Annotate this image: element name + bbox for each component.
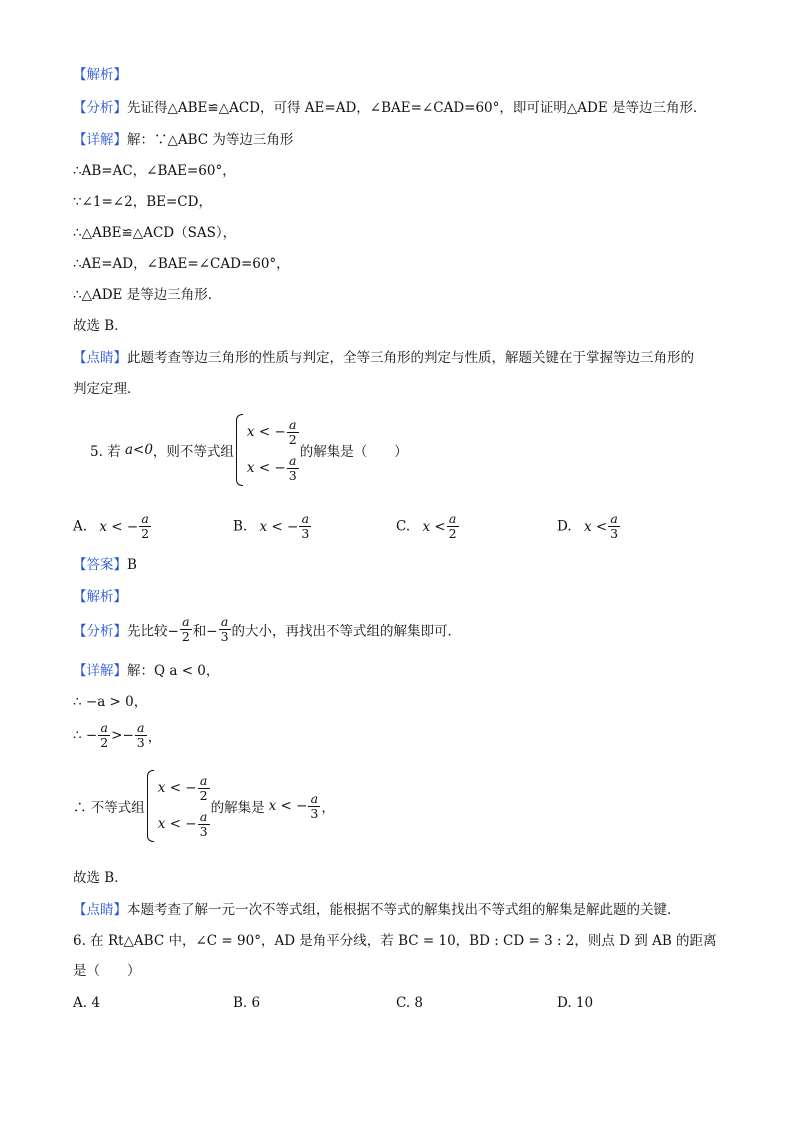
- system-brace: [147, 770, 154, 842]
- proof-step: ∴△ABE≌△ACD（SAS），: [73, 225, 237, 241]
- analysis-line: [73, 99, 706, 117]
- fenxi-text: 先证得△ABE≌△ACD，可得 AE=AD，∠BAE=∠CAD=60°，即可证明△ADE 是等边三角形．: [127, 100, 707, 116]
- proof-step: ∴△ADE 是等边三角形．: [73, 287, 222, 303]
- dianjing-tag: 【点睛】: [73, 902, 127, 918]
- question-6-stem: 6. 在 Rt△ABC 中，∠C = 90°，AD 是角平分线，若 BC = 10，BD : CD = 3 : 2，则点 D 到 AB 的距离: [73, 933, 717, 949]
- q6-option-d[interactable]: D. 10: [557, 995, 594, 1011]
- q5-comment-line: [73, 901, 681, 919]
- analysis-heading: 【解析】: [73, 67, 127, 83]
- fenxi-tag: 【分析】: [73, 100, 127, 116]
- q5-analysis-line: 【分析】先比较− $\frac{a}{2}$ 和− $\frac{a}{3}$ 的大小，再找出不等式组的解集即可．: [73, 614, 462, 644]
- comment-line: [73, 349, 694, 367]
- proof-step: ∴AB=AC，∠BAE=60°，: [73, 163, 236, 179]
- q5-condition: a<0: [124, 442, 153, 458]
- question-5-stem: [90, 414, 408, 486]
- q5-prefix: 5. 若: [90, 444, 121, 460]
- dianjing-text: 本题考查了解一元一次不等式组，能根据不等式的解集找出不等式组的解集是解此题的关键．: [127, 902, 681, 918]
- q6-option-b[interactable]: B. 6: [233, 995, 261, 1011]
- answer-line: [73, 556, 137, 574]
- q6-option-c[interactable]: C. 8: [396, 995, 424, 1011]
- xiangjie-text: 解：Q a < 0，: [127, 663, 220, 679]
- system-brace: [236, 414, 243, 486]
- q5-step-2: ∴ − $\frac{a}{2}$ >− $\frac{a}{3}$ ，: [73, 720, 162, 750]
- q5-step-3: ∴ 不等式组 x < − $\frac{a}{2}$ x < − $\frac{a}{3}$ 的解集是 x < − $\frac{a}{3}$ ，: [73, 770, 335, 842]
- q5-step-1: ∴ −a > 0，: [73, 694, 148, 710]
- fenxi-tag: 【分析】: [73, 623, 127, 640]
- comment-line-2: 判定定理．: [73, 381, 141, 397]
- xiangjie-text: 解：∵△ABC 为等边三角形: [127, 132, 294, 148]
- detail-line: [73, 131, 293, 149]
- option-c[interactable]: C. x < $\frac{a}{2}$: [396, 511, 457, 541]
- dianjing-tag: 【点睛】: [73, 350, 127, 366]
- xiangjie-tag: 【详解】: [73, 663, 127, 679]
- dianjing-text: 此题考查等边三角形的性质与判定，全等三角形的判定与性质，解题关键在于掌握等边三角形的: [127, 350, 694, 366]
- answer-value: B: [127, 557, 137, 573]
- option-d[interactable]: D. x < $\frac{a}{3}$: [557, 511, 619, 541]
- answer-tag: 【答案】: [73, 557, 127, 573]
- choice-conclusion: 故选 B．: [73, 318, 128, 334]
- q5-post: 的解集是（ ）: [299, 444, 408, 460]
- proof-step: ∵∠1=∠2，BE=CD，: [73, 194, 212, 210]
- inequality-system: [247, 414, 300, 486]
- system-row-1: x < − $\frac{a}{2}$: [246, 417, 297, 447]
- analysis-heading-q5: 【解析】: [73, 589, 127, 605]
- option-a[interactable]: A. x < − $\frac{a}{2}$: [73, 511, 150, 541]
- q5-mid: ，则不等式组: [152, 444, 234, 460]
- question-6-stem-2: 是（ ）: [73, 963, 141, 979]
- system-row-2: x < − $\frac{a}{3}$: [246, 453, 297, 483]
- option-b[interactable]: B. x < − $\frac{a}{3}$: [233, 511, 310, 541]
- q6-option-a[interactable]: A. 4: [73, 995, 100, 1011]
- proof-step: ∴AE=AD，∠BAE=∠CAD=60°，: [73, 256, 290, 272]
- q5-detail-line: [73, 662, 219, 680]
- q5-choice-conclusion: 故选 B．: [73, 870, 128, 886]
- inequality-system: x < − $\frac{a}{2}$ x < − $\frac{a}{3}$: [157, 773, 208, 839]
- xiangjie-tag: 【详解】: [73, 132, 127, 148]
